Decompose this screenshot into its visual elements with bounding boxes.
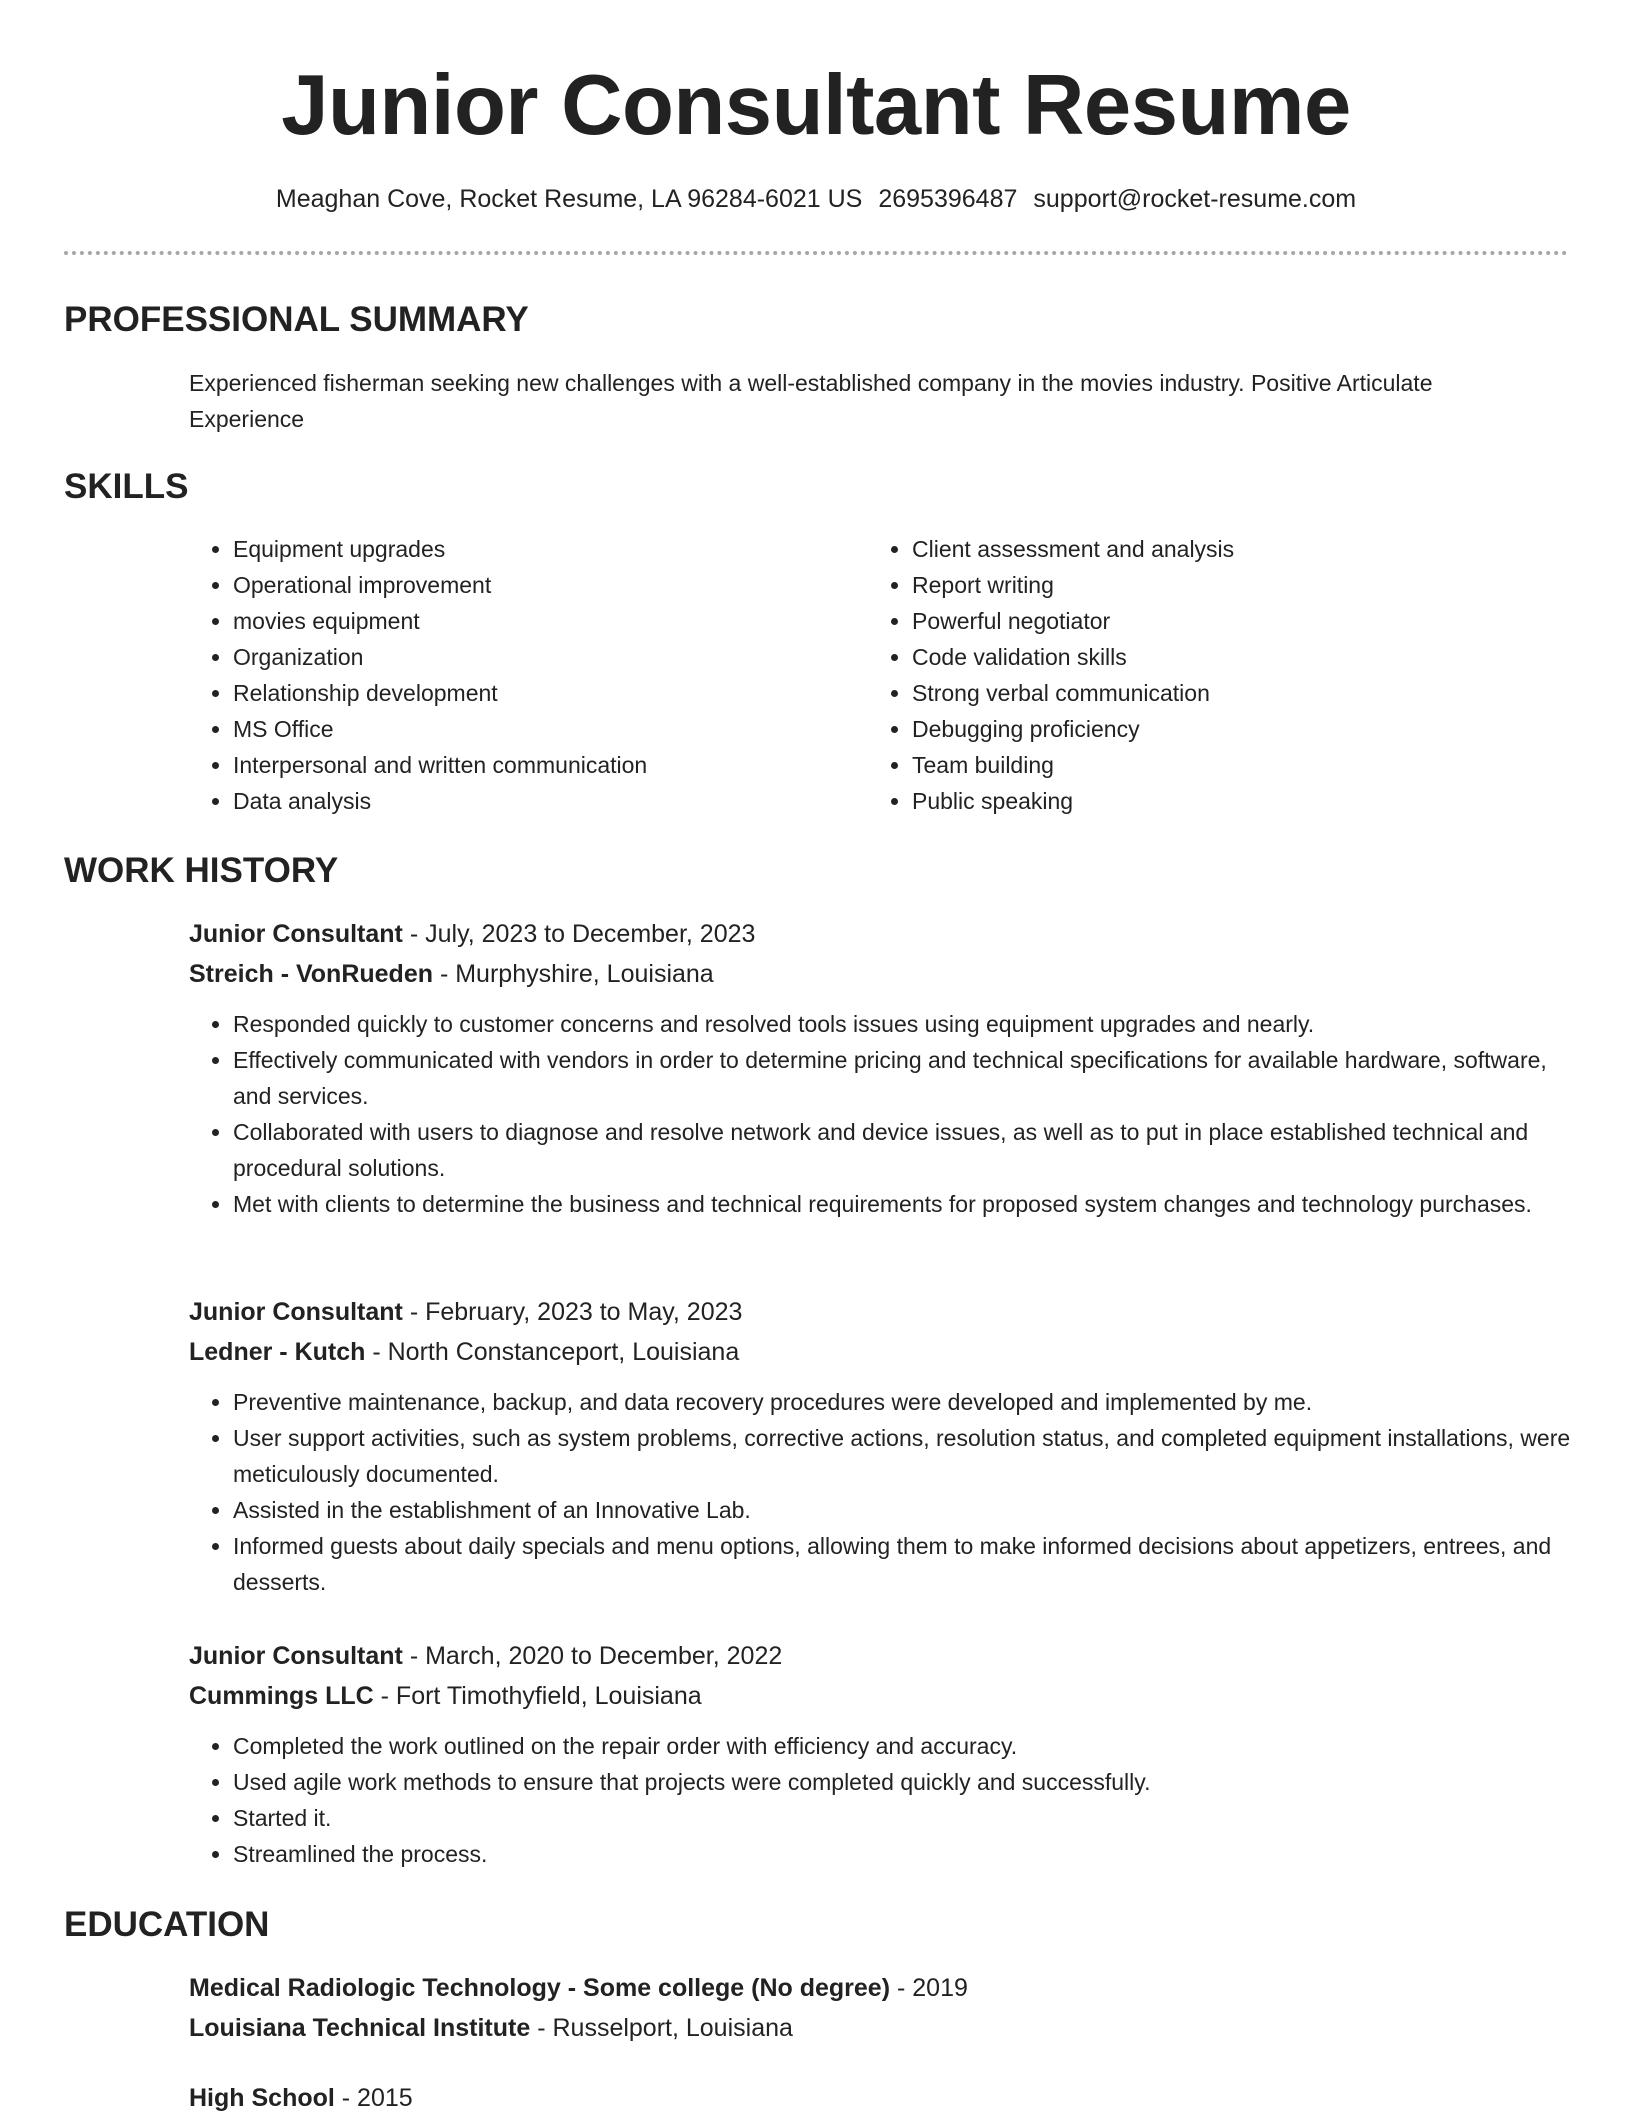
job-bullet: • Preventive maintenance, backup, and data recovery procedures were developed and implemented by me.	[233, 1384, 1583, 1420]
education-degree-line	[189, 1968, 1569, 2008]
education-degree-line	[189, 2078, 1569, 2118]
job-bullet: • Informed guests about daily specials and menu options, allowing them to make informed decisions about appetizers, entrees, and desserts.	[233, 1528, 1583, 1600]
job-title: Junior Consultant	[189, 1298, 403, 1326]
job-company: Cummings LLC	[189, 1682, 374, 1710]
job-title-line	[189, 1636, 1569, 1676]
job-bullets	[189, 1384, 1583, 1600]
job-title-line	[189, 914, 1569, 954]
skill-item: • Public speaking	[912, 783, 1508, 819]
skill-item: • Relationship development	[233, 675, 829, 711]
job-location: - North Constanceport, Louisiana	[365, 1338, 740, 1366]
job-bullet: • Assisted in the establishment of an Innovative Lab.	[233, 1492, 1583, 1528]
job-company-line	[189, 954, 1569, 994]
skill-item: • Organization	[233, 639, 829, 675]
job-dates: - March, 2020 to December, 2022	[402, 1642, 783, 1670]
header-divider	[64, 251, 1568, 255]
skill-item: • Interpersonal and written communication	[233, 747, 829, 783]
skill-item: • Data analysis	[233, 783, 829, 819]
job-bullets	[189, 1006, 1583, 1222]
work-history-heading: WORK HISTORY	[64, 851, 339, 890]
job-dates: - July, 2023 to December, 2023	[402, 920, 756, 948]
skill-item: • Report writing	[912, 567, 1508, 603]
education-entry	[189, 1968, 1569, 2048]
job-bullet: • Collaborated with users to diagnose and resolve network and device issues, as well as to put in place established technical and procedural solutions.	[233, 1114, 1583, 1186]
job-title: Junior Consultant	[189, 1642, 403, 1670]
job-company: Ledner - Kutch	[189, 1338, 366, 1366]
job-entry	[189, 914, 1569, 1222]
summary-heading: PROFESSIONAL SUMMARY	[64, 300, 529, 339]
job-company: Streich - VonRueden	[189, 960, 434, 988]
education-degree: High School	[189, 2084, 335, 2112]
skills-left-column	[189, 531, 829, 819]
job-entry	[189, 1636, 1569, 1872]
skills-heading: SKILLS	[64, 467, 189, 506]
job-bullet: • Streamlined the process.	[233, 1836, 1583, 1872]
contact-phone: 2695396487	[878, 185, 1018, 213]
job-entry	[189, 1292, 1569, 1600]
skills-left-list	[189, 531, 829, 819]
skill-item: • movies equipment	[233, 603, 829, 639]
skill-item: • Team building	[912, 747, 1508, 783]
job-location: - Murphyshire, Louisiana	[433, 960, 714, 988]
contact-email[interactable]: support@rocket-resume.com	[1033, 185, 1357, 213]
job-bullet: • Responded quickly to customer concerns and resolved tools issues using equipment upgrades and nearly.	[233, 1006, 1583, 1042]
education-entry	[189, 2078, 1569, 2118]
skill-item: • Debugging proficiency	[912, 711, 1508, 747]
contact-address: Meaghan Cove, Rocket Resume, LA 96284-6021 US	[275, 185, 863, 213]
skill-item: • Powerful negotiator	[912, 603, 1508, 639]
education-degree: Medical Radiologic Technology - Some college (No degree)	[189, 1974, 891, 2002]
job-title-line	[189, 1292, 1569, 1332]
job-location: - Fort Timothyfield, Louisiana	[373, 1682, 702, 1710]
education-school-line	[189, 2008, 1569, 2048]
job-company-line	[189, 1332, 1569, 1372]
job-dates: - February, 2023 to May, 2023	[402, 1298, 743, 1326]
job-bullet: • Used agile work methods to ensure that projects were completed quickly and successfully.	[233, 1764, 1583, 1800]
job-bullet: • Met with clients to determine the business and technical requirements for proposed system changes and technology purchases.	[233, 1186, 1583, 1222]
education-heading: EDUCATION	[64, 1905, 270, 1944]
job-title: Junior Consultant	[189, 920, 403, 948]
job-bullet: • Completed the work outlined on the repair order with efficiency and accuracy.	[233, 1728, 1583, 1764]
job-bullets	[189, 1728, 1583, 1872]
education-year: - 2015	[334, 2084, 413, 2112]
summary-block	[189, 365, 1539, 437]
skill-item: • Code validation skills	[912, 639, 1508, 675]
job-bullet: • Effectively communicated with vendors in order to determine pricing and technical specifications for available hardware, software, and services.	[233, 1042, 1583, 1114]
skills-right-column	[868, 531, 1508, 819]
skill-item: • MS Office	[233, 711, 829, 747]
contact-line	[0, 181, 1632, 217]
skill-item: • Client assessment and analysis	[912, 531, 1508, 567]
skills-right-list	[868, 531, 1508, 819]
skill-item: • Operational improvement	[233, 567, 829, 603]
skill-item: • Equipment upgrades	[233, 531, 829, 567]
job-company-line	[189, 1676, 1569, 1716]
summary-text: Experienced fisherman seeking new challenges with a well-established company in the movies industry. Positive Articulate Experience	[189, 370, 1433, 432]
page-title: Junior Consultant Resume	[281, 58, 1351, 153]
education-year: - 2019	[890, 1974, 968, 2002]
skill-item: • Strong verbal communication	[912, 675, 1508, 711]
education-location: - Russelport, Louisiana	[530, 2014, 793, 2042]
job-bullet: • Started it.	[233, 1800, 1583, 1836]
job-bullet: • User support activities, such as system problems, corrective actions, resolution status, and completed equipment installations, were meticulously documented.	[233, 1420, 1583, 1492]
education-school: Louisiana Technical Institute	[189, 2014, 531, 2042]
